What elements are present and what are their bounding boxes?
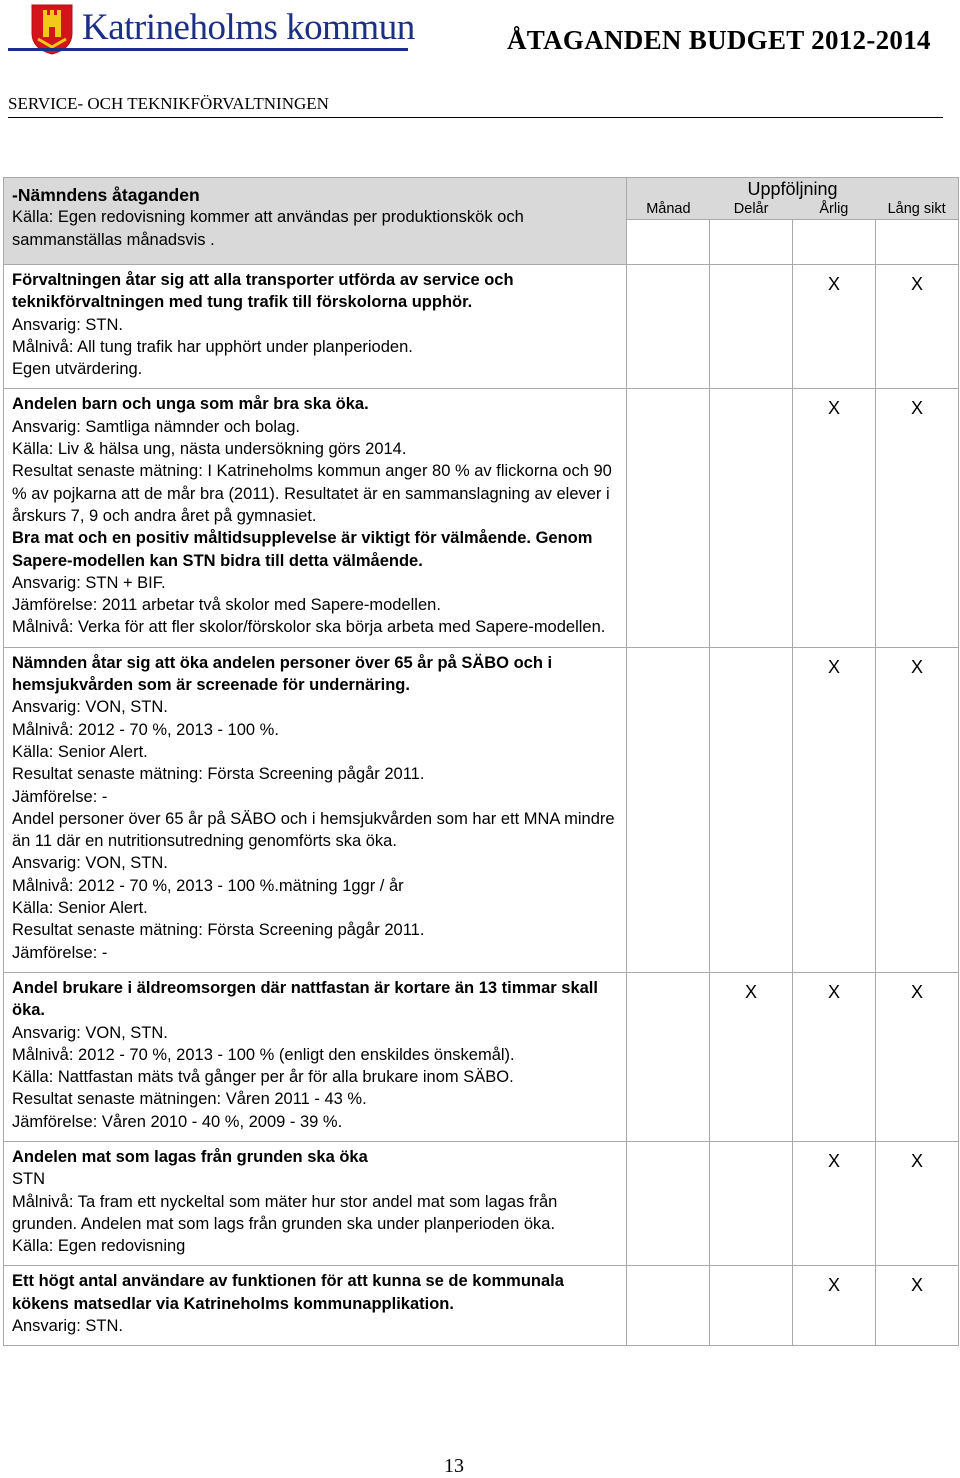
commitment-description: [4, 389, 627, 647]
commitment-detail: Målnivå: 2012 - 70 %, 2013 - 100 %.mätning 1ggr / år: [12, 876, 404, 895]
commitment-detail: Källa: Liv & hälsa ung, nästa undersökning görs 2014.: [12, 440, 407, 459]
followup-mark: [627, 972, 710, 1141]
followup-mark: [627, 265, 710, 389]
followup-mark: X: [793, 265, 876, 389]
commitment-detail: Ansvarig: VON, STN.: [12, 854, 168, 873]
commitment-description: [4, 1266, 627, 1346]
commitment-detail: Målnivå: Verka för att fler skolor/förskolor ska börja arbeta med Sapere-modellen.: [12, 618, 606, 637]
followup-mark: X: [793, 972, 876, 1141]
table-row: [4, 1266, 959, 1346]
commitment-detail: Ansvarig: STN.: [12, 315, 123, 334]
followup-mark: X: [876, 647, 959, 972]
page-number: 13: [444, 1455, 464, 1477]
commitment-heading: Andelen barn och unga som mår bra ska öka.: [12, 395, 369, 414]
department-rule: [8, 117, 943, 118]
followup-mark: X: [793, 647, 876, 972]
commitment-detail: Jämförelse: -: [12, 943, 108, 962]
followup-mark: [627, 1141, 710, 1265]
followup-mark: X: [876, 1141, 959, 1265]
followup-mark: [710, 647, 793, 972]
table-row: [4, 1141, 959, 1265]
followup-mark: X: [876, 265, 959, 389]
commitment-detail: Jämförelse: -: [12, 787, 108, 806]
followup-header: [627, 178, 959, 220]
table-header-row: [4, 178, 959, 220]
followup-mark: X: [710, 972, 793, 1141]
followup-mark: [627, 1266, 710, 1346]
commitment-detail: Ansvarig: STN + BIF.: [12, 573, 166, 592]
empty-cell: [627, 220, 710, 265]
commitment-heading: Bra mat och en positiv måltidsupplevelse är viktigt för välmående. Genom Sapere-modellen kan STN bidra till detta välmående.: [12, 529, 593, 570]
followup-mark: [710, 389, 793, 647]
commitment-heading: Förvaltningen åtar sig att alla transporter utförda av service och teknikförvaltningen med tung trafik till förskolorna upphör.: [12, 271, 514, 312]
commitment-detail: Ansvarig: VON, STN.: [12, 698, 168, 717]
followup-col-interim: Delår: [733, 201, 769, 217]
commitment-detail: Resultat senaste mätning: I Katrineholms kommun anger 80 % av flickorna och 90 % av pojkarna att de mår bra (2011). Resultatet är en sammanslagning av elever i årskurs 7, 9 och andra året på gymnasiet.: [12, 462, 612, 525]
commitment-description: [4, 1141, 627, 1265]
followup-mark: X: [876, 1266, 959, 1346]
followup-mark: X: [876, 389, 959, 647]
followup-col-month: Månad: [646, 201, 691, 217]
header-rule: [8, 48, 408, 51]
followup-mark: X: [876, 972, 959, 1141]
followup-mark: X: [793, 389, 876, 647]
commitment-rows: [4, 265, 959, 1346]
commitment-detail: Resultat senaste mätningen: Våren 2011 - 43 %.: [12, 1090, 367, 1109]
commitment-detail: Andel personer över 65 år på SÄBO och i hemsjukvården som har ett MNA mindre än 11 där en nutritionsutredning genomförts ska öka.: [12, 809, 615, 851]
department-name: SERVICE- OCH TEKNIKFÖRVALTNINGEN: [8, 94, 329, 113]
table-row: [4, 972, 959, 1141]
commitments-table: [3, 177, 959, 1346]
commitment-description: [4, 972, 627, 1141]
commitment-heading: Andel brukare i äldreomsorgen där nattfastan är kortare än 13 timmar skall öka.: [12, 978, 598, 1020]
followup-col-longterm: Lång sikt: [887, 201, 946, 217]
commitment-detail: Källa: Nattfastan mäts två gånger per år för alla brukare inom SÄBO.: [12, 1068, 514, 1087]
table-row: [4, 647, 959, 972]
commitment-detail: Källa: Egen redovisning: [12, 1237, 186, 1256]
empty-cell: [876, 220, 959, 265]
commitment-heading: Andelen mat som lagas från grunden ska öka: [12, 1147, 368, 1166]
commitment-detail: STN: [12, 1170, 45, 1189]
table-row: [4, 389, 959, 647]
table-header-cell: [4, 178, 627, 265]
commitment-description: [4, 265, 627, 389]
followup-col-annual: Årlig: [819, 201, 849, 217]
followup-mark: [627, 647, 710, 972]
empty-cell: [793, 220, 876, 265]
followup-mark: X: [793, 1141, 876, 1265]
commitment-detail: Målnivå: Ta fram ett nyckeltal som mäter hur stor andel mat som lagas från grunden. Andelen mat som lags från grunden ska under planperioden öka.: [12, 1192, 558, 1233]
followup-columns: [627, 200, 958, 219]
section-title: -Nämndens åtaganden: [12, 185, 200, 205]
commitment-detail: Målnivå: 2012 - 70 %, 2013 - 100 % (enligt den enskildes önskemål).: [12, 1045, 515, 1064]
section-source: Källa: Egen redovisning kommer att användas per produktionskök och sammanställas månadsvis .: [12, 208, 524, 249]
org-name: Katrineholms kommun: [82, 7, 415, 48]
document-title: ÅTAGANDEN BUDGET 2012-2014: [507, 25, 931, 55]
commitment-heading: Nämnden åtar sig att öka andelen personer över 65 år på SÄBO och i hemsjukvården som är screenade för undernäring.: [12, 653, 553, 695]
commitment-detail: Målnivå: All tung trafik har upphört under planperioden.: [12, 337, 413, 356]
followup-mark: [710, 1141, 793, 1265]
followup-mark: [627, 389, 710, 647]
commitment-detail: Ansvarig: STN.: [12, 1317, 123, 1336]
followup-mark: [710, 265, 793, 389]
followup-title: Uppföljning: [747, 179, 838, 199]
commitment-detail: Källa: Senior Alert.: [12, 899, 148, 918]
commitment-detail: Egen utvärdering.: [12, 360, 143, 379]
empty-cell: [710, 220, 793, 265]
commitment-detail: Målnivå: 2012 - 70 %, 2013 - 100 %.: [12, 720, 279, 739]
commitment-detail: Jämförelse: 2011 arbetar två skolor med Sapere-modellen.: [12, 596, 441, 615]
commitment-description: [4, 647, 627, 972]
followup-mark: [710, 1266, 793, 1346]
commitment-detail: Källa: Senior Alert.: [12, 742, 148, 761]
commitment-detail: Ansvarig: Samtliga nämnder och bolag.: [12, 417, 300, 436]
municipality-crest-icon: [30, 3, 74, 60]
commitment-detail: Ansvarig: VON, STN.: [12, 1023, 168, 1042]
table-row: [4, 265, 959, 389]
commitment-detail: Resultat senaste mätning: Första Screening pågår 2011.: [12, 921, 425, 940]
commitment-detail: Resultat senaste mätning: Första Screening pågår 2011.: [12, 765, 425, 784]
commitment-heading: Ett högt antal användare av funktionen för att kunna se de kommunala kökens matsedlar via Katrineholms kommunapplikation.: [12, 1272, 564, 1313]
followup-mark: X: [793, 1266, 876, 1346]
commitment-detail: Jämförelse: Våren 2010 - 40 %, 2009 - 39 %.: [12, 1112, 343, 1131]
